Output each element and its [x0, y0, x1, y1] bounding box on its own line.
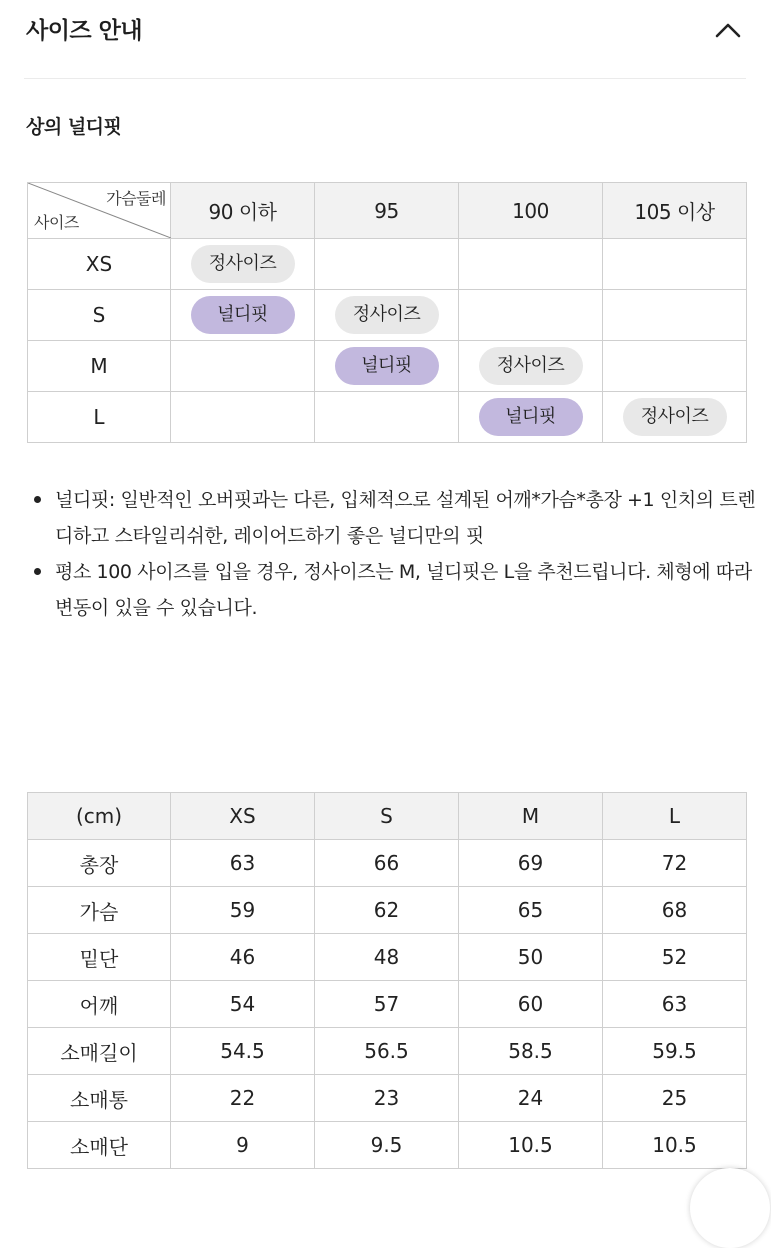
measurement-value: 59: [171, 887, 315, 934]
column-header: 100: [459, 183, 603, 239]
fit-cell: [603, 239, 747, 290]
fit-table-row: [28, 290, 747, 341]
measurement-label: 총장: [28, 840, 171, 887]
measurement-value: 50: [459, 934, 603, 981]
fit-cell: [459, 341, 603, 392]
measurement-value: 9.5: [315, 1122, 459, 1169]
loose-fit-badge: 널디핏: [191, 296, 295, 334]
measurement-value: 23: [315, 1075, 459, 1122]
measurement-value: 52: [603, 934, 747, 981]
size-label: S: [28, 290, 171, 341]
collapse-button[interactable]: [706, 10, 750, 50]
measurement-value: 46: [171, 934, 315, 981]
fit-cell: [459, 239, 603, 290]
size-header: S: [315, 793, 459, 840]
size-header: M: [459, 793, 603, 840]
column-header: 95: [315, 183, 459, 239]
size-header: XS: [171, 793, 315, 840]
size-axis-label: 사이즈: [34, 213, 79, 232]
measurement-row: [28, 1028, 747, 1075]
note-item: 널디핏: 일반적인 오버핏과는 다른, 입체적으로 설계된 어깨*가슴*총장 +1 인치의 트렌디하고 스타일리쉬한, 레이어드하기 좋은 널디만의 핏: [30, 482, 760, 554]
fit-cell: [315, 392, 459, 443]
fit-cell: [171, 290, 315, 341]
measurement-value: 54.5: [171, 1028, 315, 1075]
fit-cell: [171, 392, 315, 443]
measurement-value: 60: [459, 981, 603, 1028]
fit-cell: [603, 290, 747, 341]
measurement-value: 63: [171, 840, 315, 887]
measurement-label: 가슴: [28, 887, 171, 934]
fit-cell: [171, 239, 315, 290]
measurement-value: 48: [315, 934, 459, 981]
note-item: 평소 100 사이즈를 입을 경우, 정사이즈는 M, 널디핏은 L을 추천드립니다. 체형에 따라 변동이 있을 수 있습니다.: [30, 554, 760, 626]
measurement-value: 66: [315, 840, 459, 887]
size-guide-header[interactable]: [0, 0, 771, 60]
fit-table-row: [28, 239, 747, 290]
unit-header: (cm): [28, 793, 171, 840]
chest-axis-label: 가슴둘레: [106, 189, 166, 208]
size-label: XS: [28, 239, 171, 290]
header-divider: [24, 78, 746, 79]
regular-size-badge: 정사이즈: [191, 245, 295, 283]
measurement-value: 10.5: [603, 1122, 747, 1169]
fit-cell: [603, 341, 747, 392]
measurement-value: 59.5: [603, 1028, 747, 1075]
measurement-value: 69: [459, 840, 603, 887]
regular-size-badge: 정사이즈: [335, 296, 439, 334]
fit-notes: [30, 482, 760, 626]
regular-size-badge: 정사이즈: [623, 398, 727, 436]
size-header: L: [603, 793, 747, 840]
loose-fit-badge: 널디핏: [479, 398, 583, 436]
size-label: M: [28, 341, 171, 392]
measurement-row: [28, 1075, 747, 1122]
regular-size-badge: 정사이즈: [479, 347, 583, 385]
measurement-value: 54: [171, 981, 315, 1028]
measurement-value: 9: [171, 1122, 315, 1169]
measurement-value: 56.5: [315, 1028, 459, 1075]
size-guide-title: 사이즈 안내: [26, 18, 143, 44]
fit-cell: [315, 341, 459, 392]
fit-table-header-row: [28, 183, 747, 239]
measurement-row: [28, 934, 747, 981]
floating-button[interactable]: [690, 1168, 770, 1248]
measurement-value: 62: [315, 887, 459, 934]
fit-table-corner-cell: [28, 183, 171, 239]
measurement-value: 24: [459, 1075, 603, 1122]
size-label: L: [28, 392, 171, 443]
chevron-up-icon: [715, 22, 741, 38]
measurement-value: 10.5: [459, 1122, 603, 1169]
fit-cell: [315, 290, 459, 341]
fit-table-row: [28, 341, 747, 392]
measurement-value: 25: [603, 1075, 747, 1122]
fit-table-row: [28, 392, 747, 443]
measurement-label: 소매길이: [28, 1028, 171, 1075]
fit-cell: [171, 341, 315, 392]
measurement-value: 68: [603, 887, 747, 934]
measurement-row: [28, 981, 747, 1028]
measurement-value: 72: [603, 840, 747, 887]
measurement-row: [28, 840, 747, 887]
measurement-value: 58.5: [459, 1028, 603, 1075]
measurement-table: [27, 792, 747, 1169]
measurement-row: [28, 1122, 747, 1169]
column-header: 90 이하: [171, 183, 315, 239]
measurement-label: 밑단: [28, 934, 171, 981]
measurement-row: [28, 887, 747, 934]
measurement-value: 65: [459, 887, 603, 934]
fit-cell: [459, 392, 603, 443]
measurement-label: 소매단: [28, 1122, 171, 1169]
measurement-value: 57: [315, 981, 459, 1028]
loose-fit-badge: 널디핏: [335, 347, 439, 385]
measurement-header-row: [28, 793, 747, 840]
fit-cell: [603, 392, 747, 443]
column-header: 105 이상: [603, 183, 747, 239]
measurement-value: 63: [603, 981, 747, 1028]
measurement-value: 22: [171, 1075, 315, 1122]
fit-table: [27, 182, 747, 443]
measurement-label: 어깨: [28, 981, 171, 1028]
measurement-label: 소매통: [28, 1075, 171, 1122]
fit-cell: [315, 239, 459, 290]
section-title: 상의 널디핏: [26, 116, 122, 138]
fit-cell: [459, 290, 603, 341]
